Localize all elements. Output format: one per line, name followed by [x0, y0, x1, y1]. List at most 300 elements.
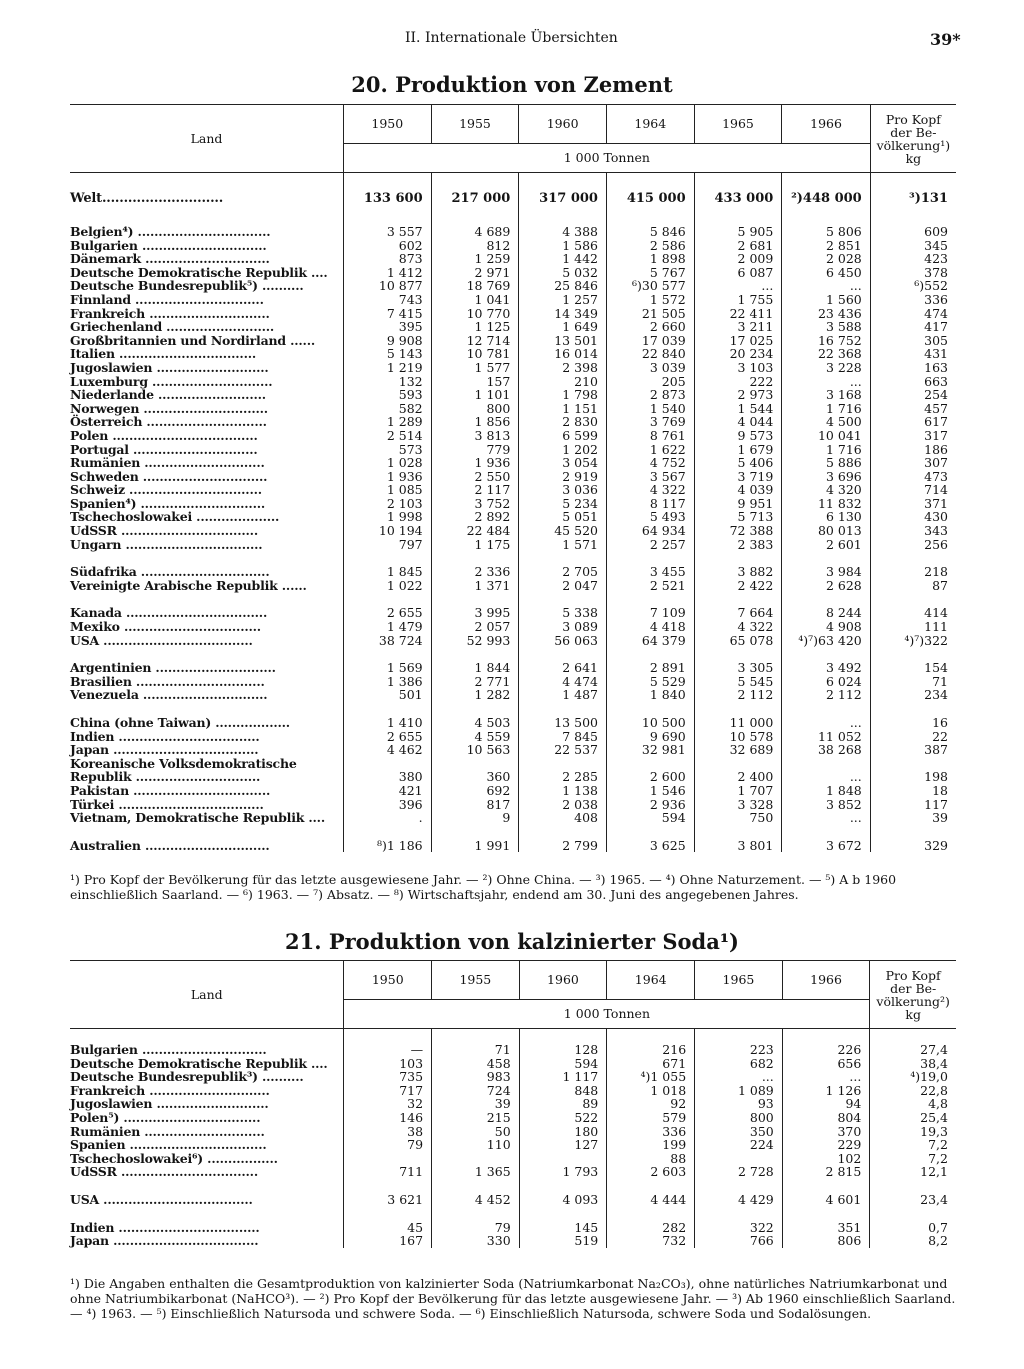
- table-row: [70, 716, 956, 730]
- value-cell: ...: [694, 279, 782, 293]
- unit-header: 1 000 Tonnen: [344, 1000, 870, 1029]
- value-cell: 4 429: [695, 1193, 783, 1207]
- value-cell: 1 716: [782, 443, 870, 457]
- value-cell: 330: [432, 1234, 520, 1248]
- spacer-cell: [431, 592, 519, 606]
- value-cell: 593: [343, 388, 431, 402]
- value-cell: 10 877: [343, 279, 431, 293]
- table-row: [70, 620, 956, 634]
- value-cell: 2 851: [782, 239, 870, 253]
- spacer-cell: [519, 647, 607, 661]
- spacer-cell: [344, 1179, 432, 1193]
- table-row: [70, 730, 956, 744]
- value-cell: 89: [519, 1097, 607, 1111]
- country-name: Indien ..................................: [70, 1219, 260, 1235]
- country-name: Tschechoslowakei ....................: [70, 509, 280, 525]
- value-cell: 3 036: [519, 483, 607, 497]
- value-cell: 5 493: [606, 510, 694, 524]
- value-cell: 8 117: [606, 497, 694, 511]
- value-cell: 11 832: [782, 497, 870, 511]
- value-cell: ⁴)1 055: [607, 1070, 695, 1084]
- per-capita-line: völkerung¹): [876, 137, 951, 153]
- value-cell: 1 365: [432, 1165, 520, 1179]
- value-cell: 1 936: [431, 456, 519, 470]
- table-row: [70, 1125, 956, 1139]
- value-cell: 132: [343, 375, 431, 389]
- value-cell: 205: [606, 375, 694, 389]
- spacer-cell: [870, 1029, 956, 1044]
- value-cell: 806: [782, 1234, 870, 1248]
- table-row: [70, 483, 956, 497]
- value-cell: 2 521: [606, 579, 694, 593]
- spacer-cell: [606, 647, 694, 661]
- country-name: Österreich .............................: [70, 414, 267, 430]
- table-row: [70, 415, 956, 429]
- spacer-cell: [694, 647, 782, 661]
- country-name: Argentinien .............................: [70, 660, 276, 676]
- value-cell: 2 586: [606, 239, 694, 253]
- value-cell: 1 936: [343, 470, 431, 484]
- table-row: [70, 579, 956, 593]
- value-cell: 3 719: [694, 470, 782, 484]
- country-name: Tschechoslowakei⁶) .................: [70, 1150, 278, 1166]
- value-cell: 222: [694, 375, 782, 389]
- value-cell: 1 649: [519, 320, 607, 334]
- spacer-cell: [431, 173, 519, 188]
- table-21-footnotes: ¹) Die Angaben enthalten die Gesamtproduktion von kalzinierter Soda (Natriumkarbonat Na₂CO₃), ohne natürliches Natriumkarbonat und ohne Natriumbikarbonat (NaHCO³). — ²) Pro Kopf der Bevölkerung für das letzte ausgewiesene Jahr. — ³) Ab 1960 einschließlich Saarland. — ⁴) 1963. — ⁵) Einschließlich Natursoda und schwere Soda. — ⁶) Einschließlich Natursoda, schwere Soda und Sodalösungen.: [70, 1276, 956, 1321]
- value-cell: 5 846: [606, 225, 694, 239]
- value-cell: 3 039: [606, 361, 694, 375]
- country-name: Bulgarien ..............................: [70, 1042, 267, 1057]
- value-cell: ...: [782, 811, 870, 825]
- value-cell: 682: [695, 1057, 783, 1071]
- per-capita-line: der Be-: [890, 124, 937, 140]
- spacer-cell: [519, 592, 607, 606]
- per-capita-cell: 38,4: [870, 1057, 956, 1071]
- table-row: [70, 811, 956, 825]
- per-capita-cell: 414: [870, 606, 956, 620]
- spacer-cell: [70, 825, 343, 839]
- value-cell: 7 845: [519, 730, 607, 744]
- table-row: [70, 239, 956, 253]
- country-name: USA ....................................: [70, 1191, 253, 1207]
- country-name: Spanien⁴) ..............................: [70, 495, 266, 511]
- country-name: Großbritannien und Nordirland ......: [70, 332, 315, 348]
- value-cell: 322: [695, 1221, 783, 1235]
- value-cell: 602: [343, 239, 431, 253]
- country-name: Italien .................................: [70, 346, 257, 362]
- spacer-row: [70, 1029, 956, 1044]
- country-name: Australien ..............................: [70, 837, 270, 853]
- value-cell: 10 770: [431, 307, 519, 321]
- value-cell: [606, 757, 694, 771]
- value-cell: 216: [607, 1043, 695, 1057]
- value-cell: 1 577: [431, 361, 519, 375]
- value-cell: 2 728: [695, 1165, 783, 1179]
- spacer-cell: [70, 592, 343, 606]
- spacer-cell: [782, 1179, 870, 1193]
- value-cell: 4 322: [694, 620, 782, 634]
- value-cell: 2 398: [519, 361, 607, 375]
- value-cell: 766: [695, 1234, 783, 1248]
- value-cell: 18 769: [431, 279, 519, 293]
- country-name: Frankreich .............................: [70, 1082, 270, 1098]
- value-cell: 2 603: [607, 1165, 695, 1179]
- value-cell: 4 418: [606, 620, 694, 634]
- table-row: [70, 757, 956, 771]
- per-capita-cell: 473: [870, 470, 956, 484]
- value-cell: 717: [344, 1084, 432, 1098]
- value-cell: 2 892: [431, 510, 519, 524]
- value-cell: 65 078: [694, 634, 782, 648]
- spacer-cell: [343, 173, 431, 188]
- per-capita-cell: ⁶)552: [870, 279, 956, 293]
- spacer-cell: [870, 702, 956, 716]
- spacer-cell: [606, 825, 694, 839]
- table-row: [70, 347, 956, 361]
- spacer-cell: [870, 1179, 956, 1193]
- year-header: 1955: [432, 961, 520, 1000]
- table-row: [70, 470, 956, 484]
- table-row: [70, 743, 956, 757]
- value-cell: 14 349: [519, 307, 607, 321]
- country-name: Norwegen ..............................: [70, 400, 268, 416]
- value-cell: 5 713: [694, 510, 782, 524]
- value-cell: 4 559: [431, 730, 519, 744]
- value-cell: 6 024: [782, 675, 870, 689]
- spacer-cell: [870, 551, 956, 565]
- per-capita-cell: 71: [870, 675, 956, 689]
- per-capita-cell: ³)131: [870, 187, 956, 211]
- value-cell: 2 400: [694, 770, 782, 784]
- value-cell: 1 371: [431, 579, 519, 593]
- per-capita-cell: 663: [870, 375, 956, 389]
- value-cell: 1 412: [343, 266, 431, 280]
- value-cell: ⁴)⁷)63 420: [782, 634, 870, 648]
- value-cell: 800: [431, 402, 519, 416]
- value-cell: 72 388: [694, 524, 782, 538]
- table-row: [70, 187, 956, 211]
- per-capita-cell: 19,3: [870, 1125, 956, 1139]
- per-capita-cell: 198: [870, 770, 956, 784]
- year-header: 1960: [519, 105, 607, 144]
- value-cell: 817: [431, 798, 519, 812]
- table-row: [70, 1084, 956, 1098]
- per-capita-line: der Be-: [890, 980, 937, 996]
- country-name: Vereinigte Arabische Republik ......: [70, 577, 307, 593]
- spacer-cell: [432, 1179, 520, 1193]
- value-cell: 3 455: [606, 565, 694, 579]
- value-cell: 1 117: [519, 1070, 607, 1084]
- value-cell: [519, 757, 607, 771]
- value-cell: 3 769: [606, 415, 694, 429]
- value-cell: 848: [519, 1084, 607, 1098]
- spacer-row: [70, 551, 956, 565]
- value-cell: 1 151: [519, 402, 607, 416]
- spacer-cell: [343, 647, 431, 661]
- value-cell: 199: [607, 1138, 695, 1152]
- value-cell: 3 752: [431, 497, 519, 511]
- table-row: [70, 524, 956, 538]
- table-row: [70, 279, 956, 293]
- value-cell: 25 846: [519, 279, 607, 293]
- value-cell: 1 798: [519, 388, 607, 402]
- value-cell: 4 039: [694, 483, 782, 497]
- value-cell: 2 936: [606, 798, 694, 812]
- spacer-cell: [343, 702, 431, 716]
- table-row: [70, 1193, 956, 1207]
- value-cell: 1 991: [431, 839, 519, 853]
- spacer-cell: [606, 211, 694, 225]
- spacer-row: [70, 592, 956, 606]
- value-cell: 804: [782, 1111, 870, 1125]
- per-capita-cell: 163: [870, 361, 956, 375]
- table-row: [70, 770, 956, 784]
- value-cell: 2 009: [694, 252, 782, 266]
- country-name: Polen ...................................: [70, 427, 258, 443]
- value-cell: 2 112: [694, 688, 782, 702]
- value-cell: 38 724: [343, 634, 431, 648]
- value-cell: 5 032: [519, 266, 607, 280]
- country-name: Deutsche Demokratische Republik ....: [70, 264, 328, 280]
- value-cell: 1 571: [519, 538, 607, 552]
- value-cell: 145: [519, 1221, 607, 1235]
- value-cell: 9 573: [694, 429, 782, 443]
- spacer-cell: [606, 702, 694, 716]
- per-capita-cell: 371: [870, 497, 956, 511]
- spacer-cell: [70, 1029, 344, 1044]
- running-header: II. Internationale Übersichten: [405, 30, 618, 46]
- per-capita-cell: 7,2: [870, 1138, 956, 1152]
- spacer-cell: [694, 211, 782, 225]
- value-cell: 579: [607, 1111, 695, 1125]
- value-cell: 12 714: [431, 334, 519, 348]
- table-21-title: 21. Produktion von kalzinierter Soda¹): [284, 929, 739, 954]
- value-cell: 88: [607, 1152, 695, 1166]
- per-capita-line: Pro Kopf: [885, 967, 941, 983]
- value-cell: 3 557: [343, 225, 431, 239]
- value-cell: 3 696: [782, 470, 870, 484]
- value-cell: 22 484: [431, 524, 519, 538]
- value-cell: 1 018: [607, 1084, 695, 1098]
- value-cell: 1 998: [343, 510, 431, 524]
- per-capita-cell: 218: [870, 565, 956, 579]
- value-cell: 9: [431, 811, 519, 825]
- value-cell: 2 057: [431, 620, 519, 634]
- value-cell: 226: [782, 1043, 870, 1057]
- value-cell: 210: [519, 375, 607, 389]
- value-cell: [344, 1152, 432, 1166]
- value-cell: 3 588: [782, 320, 870, 334]
- value-cell: 157: [431, 375, 519, 389]
- value-cell: 421: [343, 784, 431, 798]
- spacer-cell: [343, 211, 431, 225]
- table-20-footnotes: ¹) Pro Kopf der Bevölkerung für das letzte ausgewiesene Jahr. — ²) Ohne China. — ³) 1965. — ⁴) Ohne Naturzement. — ⁵) A b 1960 einschließlich Saarland. — ⁶) 1963. — ⁷) Absatz. — ⁸) Wirtschaftsjahr, endend am 30. Juni des angegebenen Jahres.: [70, 872, 897, 902]
- value-cell: 1 219: [343, 361, 431, 375]
- spacer-cell: [870, 592, 956, 606]
- value-cell: 3 672: [782, 839, 870, 853]
- spacer-cell: [870, 173, 956, 188]
- value-cell: 2 815: [782, 1165, 870, 1179]
- country-name: Griechenland ..........................: [70, 319, 275, 335]
- value-cell: 2 771: [431, 675, 519, 689]
- spacer-cell: [70, 211, 343, 225]
- per-capita-cell: 0,7: [870, 1221, 956, 1235]
- value-cell: 79: [344, 1138, 432, 1152]
- per-capita-cell: 7,2: [870, 1152, 956, 1166]
- value-cell: 1 041: [431, 293, 519, 307]
- value-cell: 1 282: [431, 688, 519, 702]
- table-row: [70, 1165, 956, 1179]
- land-header: Land: [70, 961, 344, 1029]
- country-name: Polen⁵) .................................: [70, 1109, 261, 1125]
- value-cell: 3 813: [431, 429, 519, 443]
- country-name: Frankreich .............................: [70, 305, 270, 321]
- spacer-cell: [607, 1207, 695, 1221]
- value-cell: 732: [607, 1234, 695, 1248]
- spacer-cell: [782, 173, 870, 188]
- value-cell: 3 852: [782, 798, 870, 812]
- table-row: [70, 293, 956, 307]
- country-name: Rumänien .............................: [70, 455, 265, 471]
- value-cell: 1 844: [431, 661, 519, 675]
- country-name: Südafrika ...............................: [70, 564, 270, 580]
- country-name: Jugoslawien ...........................: [70, 359, 269, 375]
- value-cell: 64 379: [606, 634, 694, 648]
- value-cell: 22 840: [606, 347, 694, 361]
- table-body: [70, 1029, 956, 1248]
- value-cell: 3 621: [344, 1193, 432, 1207]
- value-cell: 2 600: [606, 770, 694, 784]
- value-cell: 1 793: [519, 1165, 607, 1179]
- value-cell: 2 285: [519, 770, 607, 784]
- value-cell: 2 655: [343, 730, 431, 744]
- country-name: Luxemburg .............................: [70, 373, 273, 389]
- value-cell: 8 761: [606, 429, 694, 443]
- value-cell: 167: [344, 1234, 432, 1248]
- value-cell: 573: [343, 443, 431, 457]
- table-row: [70, 320, 956, 334]
- spacer-cell: [431, 825, 519, 839]
- value-cell: 32: [344, 1097, 432, 1111]
- year-header: 1964: [607, 961, 695, 1000]
- value-cell: 224: [695, 1138, 783, 1152]
- value-cell: 351: [782, 1221, 870, 1235]
- value-cell: 128: [519, 1043, 607, 1057]
- country-name: Dänemark ..............................: [70, 251, 270, 267]
- spacer-cell: [343, 592, 431, 606]
- value-cell: 2 103: [343, 497, 431, 511]
- value-cell: 396: [343, 798, 431, 812]
- table-row: [70, 1070, 956, 1084]
- value-cell: 215: [432, 1111, 520, 1125]
- value-cell: 4 601: [782, 1193, 870, 1207]
- value-cell: 94: [782, 1097, 870, 1111]
- per-capita-cell: 23,4: [870, 1193, 956, 1207]
- per-capita-cell: 22,8: [870, 1084, 956, 1098]
- value-cell: 1 138: [519, 784, 607, 798]
- spacer-cell: [694, 825, 782, 839]
- year-header: 1964: [606, 105, 694, 144]
- country-name: Japan ...................................: [70, 742, 259, 758]
- country-name: Portugal ..............................: [70, 441, 258, 457]
- value-cell: 11 052: [782, 730, 870, 744]
- value-cell: 3 882: [694, 565, 782, 579]
- table-row: [70, 307, 956, 321]
- table-row: [70, 538, 956, 552]
- table-row: [70, 361, 956, 375]
- value-cell: 16 014: [519, 347, 607, 361]
- country-name: Türkei ...................................: [70, 796, 264, 812]
- value-cell: 2 655: [343, 606, 431, 620]
- spacer-cell: [694, 702, 782, 716]
- country-name: China (ohne Taiwan) ..................: [70, 715, 290, 730]
- soda-production-table: [70, 960, 956, 1248]
- value-cell: 13 501: [519, 334, 607, 348]
- value-cell: 656: [782, 1057, 870, 1071]
- per-capita-cell: 111: [870, 620, 956, 634]
- spacer-row: [70, 173, 956, 188]
- value-cell: 6 087: [694, 266, 782, 280]
- spacer-cell: [519, 1179, 607, 1193]
- spacer-cell: [695, 1179, 783, 1193]
- per-capita-cell: 609: [870, 225, 956, 239]
- spacer-cell: [870, 647, 956, 661]
- spacer-cell: [694, 551, 782, 565]
- spacer-cell: [432, 1029, 520, 1044]
- spacer-cell: [782, 825, 870, 839]
- per-capita-cell: 307: [870, 456, 956, 470]
- value-cell: 4 474: [519, 675, 607, 689]
- per-capita-cell: 186: [870, 443, 956, 457]
- per-capita-cell: 234: [870, 688, 956, 702]
- value-cell: 3 625: [606, 839, 694, 853]
- year-header: 1955: [431, 105, 519, 144]
- value-cell: ...: [782, 375, 870, 389]
- table-row: [70, 1152, 956, 1166]
- table-row: [70, 429, 956, 443]
- per-capita-cell: ⁴)⁷)322: [870, 634, 956, 648]
- value-cell: 1 569: [343, 661, 431, 675]
- value-cell: 317 000: [519, 187, 607, 211]
- value-cell: 2 601: [782, 538, 870, 552]
- value-cell: 5 886: [782, 456, 870, 470]
- value-cell: 3 103: [694, 361, 782, 375]
- value-cell: 2 628: [782, 579, 870, 593]
- value-cell: 22 368: [782, 347, 870, 361]
- table-row: [70, 443, 956, 457]
- value-cell: [432, 1152, 520, 1166]
- country-name: Finnland ...............................: [70, 291, 264, 307]
- value-cell: 1 442: [519, 252, 607, 266]
- value-cell: 20 234: [694, 347, 782, 361]
- value-cell: 1 544: [694, 402, 782, 416]
- value-cell: 779: [431, 443, 519, 457]
- per-capita-cell: 431: [870, 347, 956, 361]
- value-cell: 13 500: [519, 716, 607, 730]
- per-capita-cell: 317: [870, 429, 956, 443]
- value-cell: 408: [519, 811, 607, 825]
- value-cell: 110: [432, 1138, 520, 1152]
- unit-header: 1 000 Tonnen: [343, 144, 870, 173]
- country-name: Belgien⁴) ................................: [70, 224, 271, 239]
- value-cell: [695, 1152, 783, 1166]
- value-cell: ...: [782, 1070, 870, 1084]
- spacer-cell: [870, 211, 956, 225]
- value-cell: 395: [343, 320, 431, 334]
- value-cell: 32 981: [606, 743, 694, 757]
- spacer-cell: [606, 173, 694, 188]
